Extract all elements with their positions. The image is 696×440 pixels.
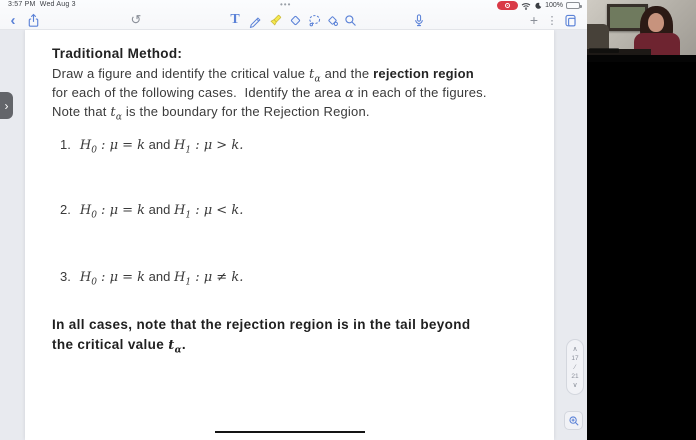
page-navigator-icon[interactable]: [561, 10, 579, 30]
video-call-panel: [587, 0, 696, 440]
wand-tool-icon[interactable]: [341, 10, 359, 30]
list-item-3: 3. $H_0$ : μ = k and $H_1$ : μ ≠ k.: [60, 269, 244, 288]
battery-percent: 100%: [545, 2, 563, 9]
participant-face: [648, 13, 664, 32]
current-page-number: 17: [571, 354, 579, 362]
page-title: Traditional Method:: [52, 46, 183, 61]
magnifier-plus-icon: [568, 415, 580, 427]
intro-line-3: Note that $t_\alpha$ is the boundary for the Rejection Region.: [52, 104, 370, 123]
screen-record-badge-icon[interactable]: [497, 1, 518, 10]
text-tool-button[interactable]: T: [230, 12, 240, 27]
eraser-tool-icon[interactable]: [286, 10, 304, 30]
page-separator: ∕: [574, 363, 576, 371]
note-line-1: In all cases, note that the rejection region is in the tail beyond: [52, 317, 471, 332]
drawn-horizontal-line: [215, 431, 365, 433]
top-toolbar: [0, 0, 587, 30]
page-up-chevron-icon[interactable]: ∧: [572, 345, 578, 353]
status-right-cluster: [497, 1, 580, 10]
undo-button[interactable]: ↺: [130, 12, 142, 27]
chevron-right-icon: ›: [4, 98, 9, 113]
intro-line-2: for each of the following cases. Identify the area α in each of the figures.: [52, 85, 487, 101]
battery-icon: [566, 2, 580, 9]
note-page[interactable]: [25, 30, 554, 440]
list-item-1: 1. $H_0$ : μ = k and $H_1$ : μ > k.: [60, 137, 244, 156]
date: Wed Aug 3: [39, 1, 76, 8]
total-page-number: 21: [571, 372, 579, 380]
share-icon[interactable]: [24, 10, 42, 30]
status-time-date: [8, 1, 76, 8]
toolbar-row: [0, 10, 587, 30]
list-item-2: 2. $H_0$ : μ = k and $H_1$ : μ < k.: [60, 202, 244, 221]
zoom-button[interactable]: [564, 411, 583, 430]
pen-tool-icon[interactable]: [246, 10, 264, 30]
lasso-tool-icon[interactable]: [305, 10, 323, 30]
microphone-icon[interactable]: [410, 10, 428, 30]
intro-line-1: Draw a figure and identify the critical value $t_\alpha$ and the rejection region: [52, 66, 474, 85]
more-options-button[interactable]: ⋮: [546, 14, 558, 27]
back-button[interactable]: ‹: [10, 11, 16, 29]
page-number-pill: [566, 339, 584, 395]
note-line-2: the critical value $t_\alpha$.: [52, 337, 186, 356]
add-page-button[interactable]: +: [529, 12, 539, 28]
moon-icon: [534, 2, 542, 10]
video-letterbox-bar: [587, 55, 696, 62]
page-down-chevron-icon[interactable]: ∨: [572, 381, 578, 389]
video-participant-thumbnail[interactable]: [587, 0, 696, 62]
tape-tool-icon[interactable]: [323, 10, 341, 30]
wifi-icon: [521, 2, 531, 10]
highlighter-tool-icon[interactable]: [266, 10, 284, 30]
status-center-dots: •••: [280, 0, 292, 9]
sidebar-expand-handle[interactable]: [0, 92, 13, 119]
clock: 3:57 PM: [8, 1, 36, 8]
participant-name-label: [589, 48, 619, 53]
document-canvas-area: [0, 30, 587, 440]
